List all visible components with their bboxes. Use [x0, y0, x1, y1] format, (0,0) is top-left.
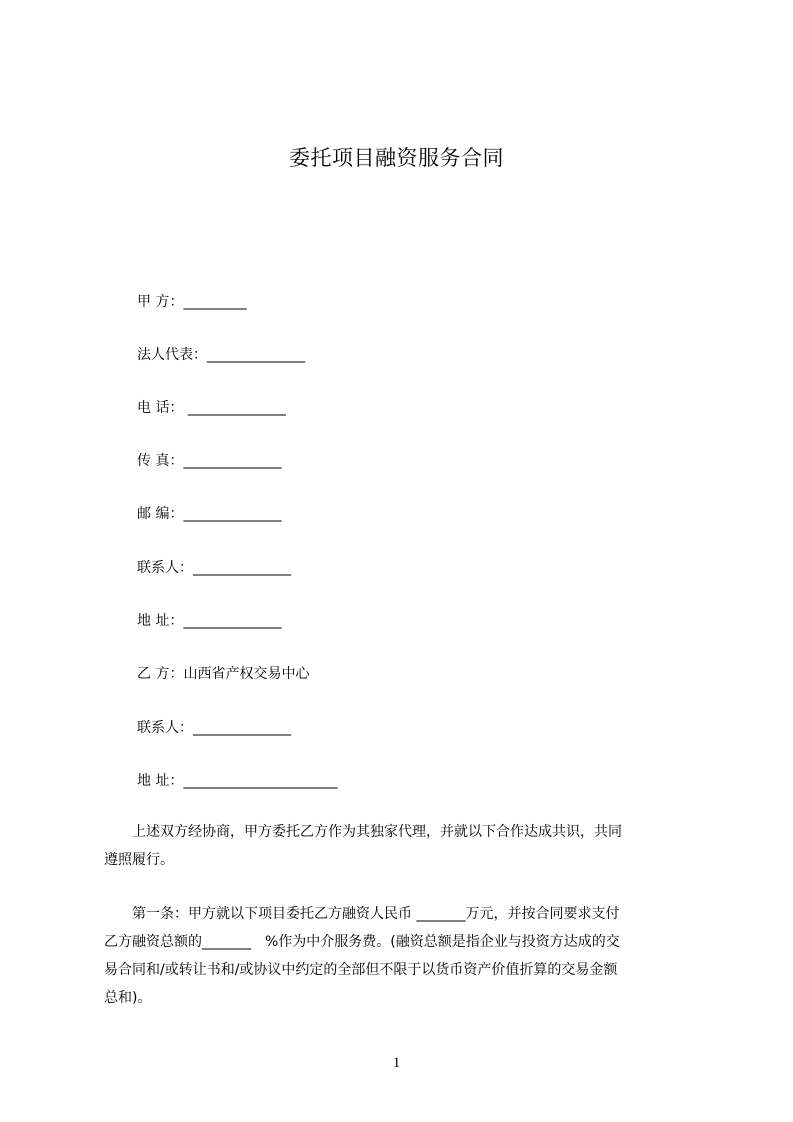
- party-b-field: [137, 664, 309, 684]
- phone-field: [137, 398, 286, 418]
- party-b-contact-label: 联系人：: [137, 720, 193, 736]
- party-a-address-blank: ______________: [183, 613, 282, 629]
- postcode-field: [137, 504, 281, 524]
- party-a-contact-blank: ______________: [193, 560, 291, 576]
- party-b-address-label: 地 址：: [137, 773, 184, 789]
- page-number: 1: [392, 1055, 401, 1071]
- party-a-blank: _________: [183, 294, 247, 310]
- legal-representative-label: 法人代表：: [137, 347, 207, 363]
- party-b-address-field: [137, 771, 337, 791]
- postcode-label: 邮 编：: [137, 506, 184, 522]
- paragraph-line: 遵照履行。: [104, 852, 174, 868]
- paragraph-line: 易合同和/或转让书和/或协议中约定的全部但不限于以货币资产价值折算的交易金额: [104, 962, 618, 978]
- paragraph-line: 总和)。: [104, 990, 152, 1006]
- party-a-address-label: 地 址：: [137, 613, 184, 629]
- party-a-contact-field: [137, 558, 291, 578]
- party-a-address-field: [137, 611, 281, 631]
- party-a-field: [137, 292, 246, 312]
- paragraph-line: 第一条：甲方就以下项目委托乙方融资人民币 _______万元，并按合同要求支付: [104, 906, 620, 922]
- paragraph-line: 上述双方经协商，甲方委托乙方作为其独家代理，并就以下合作达成共识，共同: [104, 824, 622, 840]
- party-b-name: 山西省产权交易中心: [183, 666, 310, 682]
- party-b-contact-field: [137, 718, 291, 738]
- contract-title: 委托项目融资服务合同: [289, 146, 504, 170]
- paragraph-line: 乙方融资总额的_______ %作为中介服务费。(融资总额是指企业与投资方达成的交: [104, 934, 620, 950]
- party-b-label: 乙 方：: [137, 666, 184, 682]
- phone-blank: ______________: [183, 400, 286, 416]
- party-b-contact-blank: ______________: [193, 720, 291, 736]
- agreement-paragraph: [104, 818, 704, 874]
- party-a-label: 甲 方：: [137, 294, 184, 310]
- phone-label: 电 话：: [137, 400, 184, 416]
- fax-label: 传 真：: [137, 453, 184, 469]
- party-b-address-blank: ______________________: [183, 773, 338, 789]
- legal-representative-blank: ______________: [207, 347, 305, 363]
- postcode-blank: ______________: [183, 506, 282, 522]
- fax-field: [137, 451, 281, 471]
- fax-blank: ______________: [183, 453, 282, 469]
- legal-representative-field: [137, 345, 305, 365]
- party-a-contact-label: 联系人：: [137, 560, 193, 576]
- article-one-paragraph: [104, 900, 704, 1012]
